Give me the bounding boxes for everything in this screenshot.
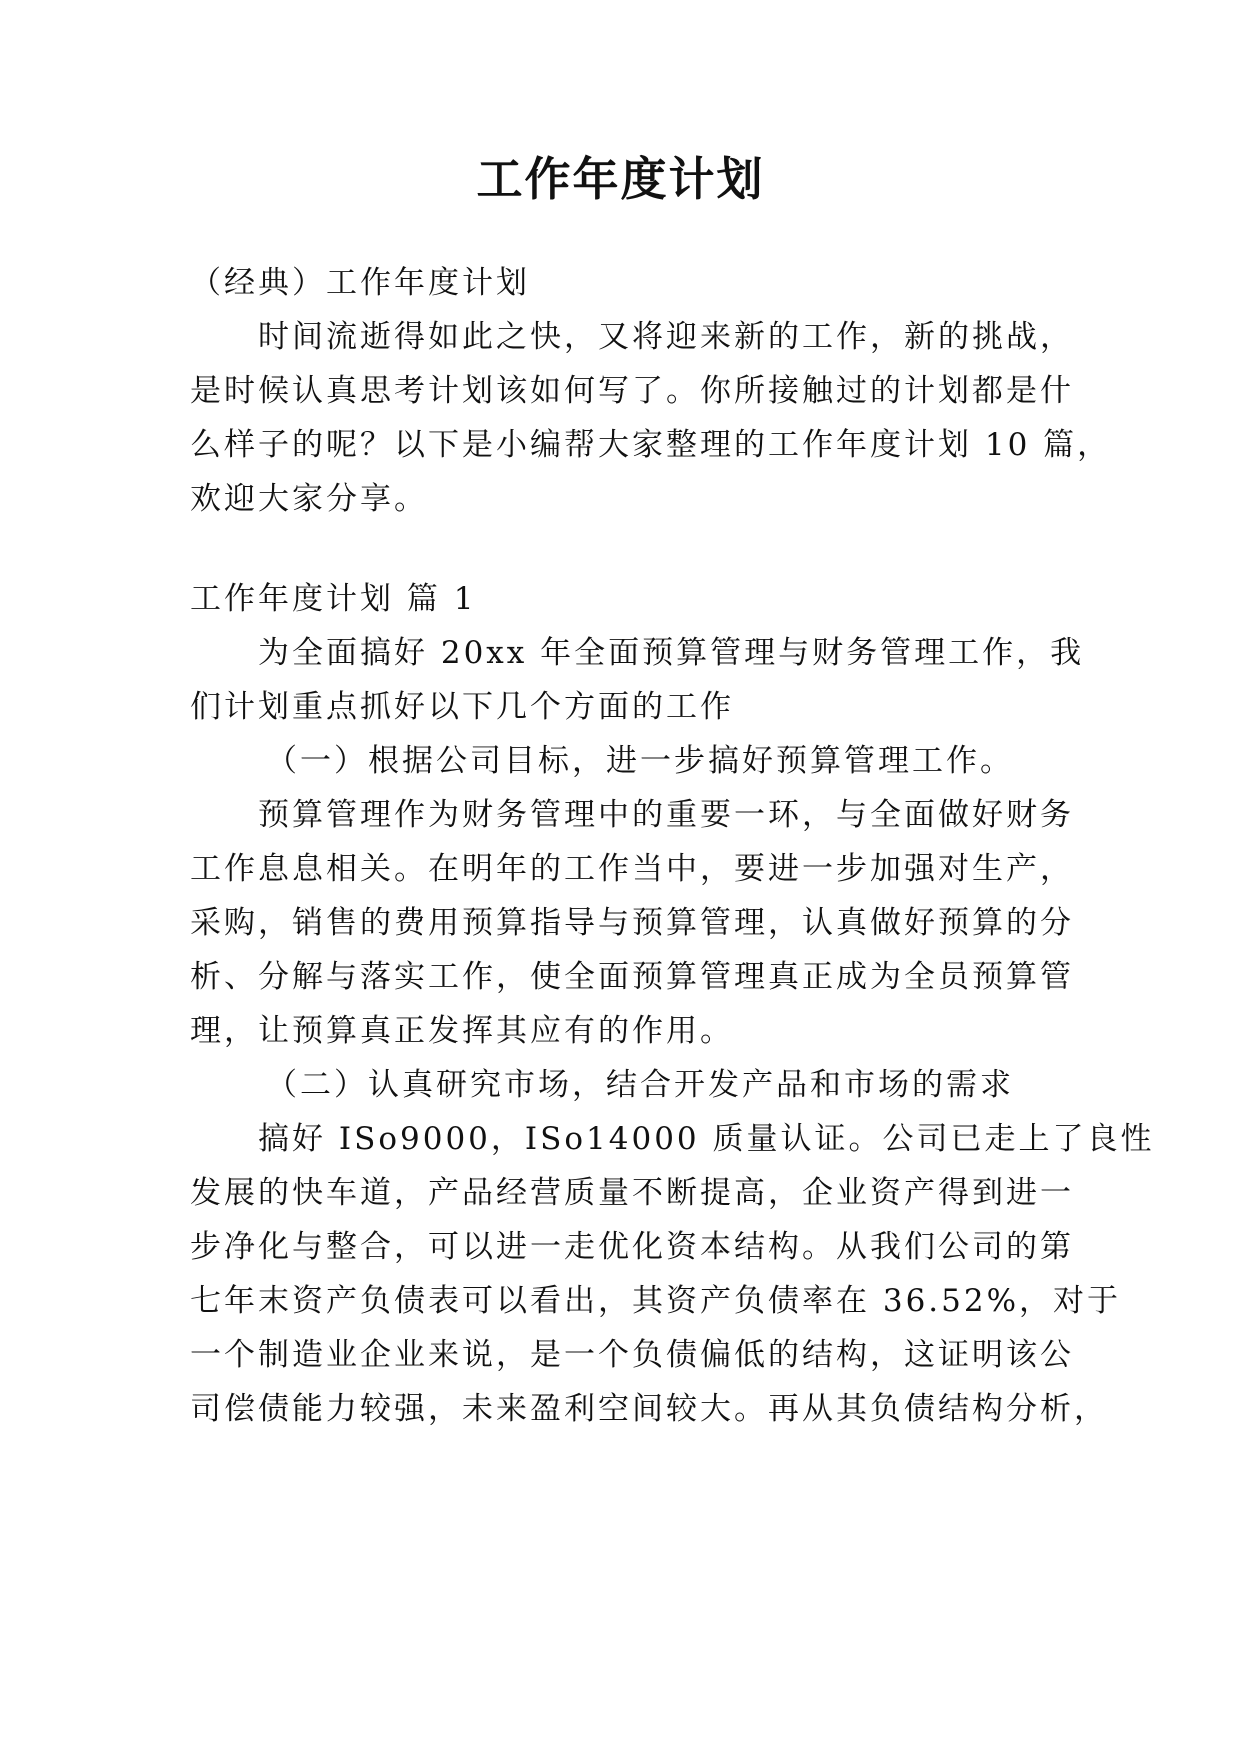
- subsection-heading: （二）认真研究市场，结合开发产品和市场的需求: [266, 1067, 1014, 1103]
- intro-line: 欢迎大家分享。: [190, 481, 428, 517]
- document-subtitle: （经典）工作年度计划: [190, 265, 530, 301]
- intro-line: 么样子的呢？以下是小编帮大家整理的工作年度计划 10 篇，: [190, 427, 1112, 463]
- body-line: 们计划重点抓好以下几个方面的工作: [190, 689, 734, 725]
- body-line: 步净化与整合，可以进一走优化资本结构。从我们公司的第: [190, 1229, 1074, 1265]
- body-line: 发展的快车道，产品经营质量不断提高，企业资产得到进一: [190, 1175, 1074, 1211]
- subsection-heading: （一）根据公司目标，进一步搞好预算管理工作。: [266, 743, 1014, 779]
- body-line: 工作息息相关。在明年的工作当中，要进一步加强对生产，: [190, 851, 1074, 887]
- intro-line: 时间流逝得如此之快，又将迎来新的工作，新的挑战，: [258, 319, 1074, 355]
- body-line: 析、分解与落实工作，使全面预算管理真正成为全员预算管: [190, 959, 1074, 995]
- body-line: 为全面搞好 20xx 年全面预算管理与财务管理工作，我: [258, 635, 1085, 671]
- body-line: 一个制造业企业来说，是一个负债偏低的结构，这证明该公: [190, 1337, 1074, 1373]
- body-line: 采购，销售的费用预算指导与预算管理，认真做好预算的分: [190, 905, 1074, 941]
- section-heading: 工作年度计划 篇 1: [190, 581, 477, 617]
- body-line: 预算管理作为财务管理中的重要一环，与全面做好财务: [258, 797, 1074, 833]
- body-line: 七年末资产负债表可以看出，其资产负债率在 36.52%，对于: [190, 1283, 1122, 1319]
- body-line: 搞好 ISo9000，ISo14000 质量认证。公司已走上了良性: [258, 1121, 1155, 1157]
- intro-line: 是时候认真思考计划该如何写了。你所接触过的计划都是什: [190, 373, 1074, 409]
- body-line: 理，让预算真正发挥其应有的作用。: [190, 1013, 734, 1049]
- body-line: 司偿债能力较强，未来盈利空间较大。再从其负债结构分析，: [190, 1391, 1108, 1427]
- document-title: 工作年度计划: [476, 152, 765, 206]
